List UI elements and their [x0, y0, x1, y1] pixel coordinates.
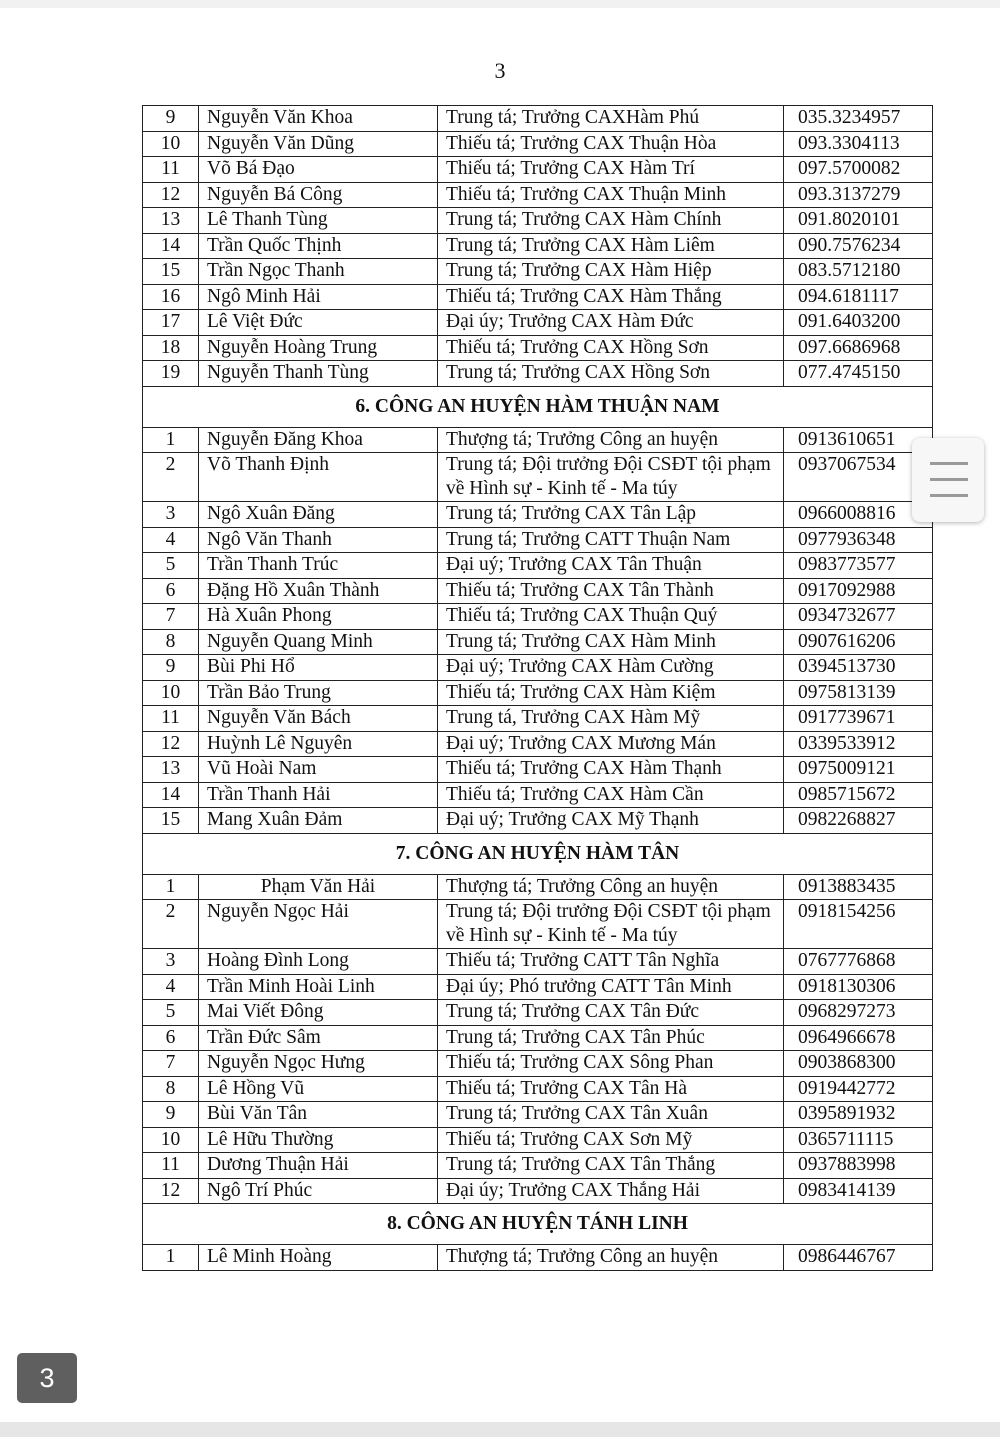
- officer-name-cell: Nguyễn Văn Khoa: [199, 106, 438, 132]
- phone-number-cell: 0903868300: [784, 1051, 933, 1077]
- officer-name-cell: Lê Minh Hoàng: [199, 1245, 438, 1271]
- officer-name-cell: Mang Xuân Đảm: [199, 808, 438, 834]
- phone-number-cell: 0919442772: [784, 1076, 933, 1102]
- table-row: [143, 1051, 933, 1077]
- table-row: [143, 578, 933, 604]
- table-row: [143, 1025, 933, 1051]
- officer-name-cell: Trần Ngọc Thanh: [199, 259, 438, 285]
- table-row: [143, 106, 933, 132]
- phone-number-cell: 0395891932: [784, 1102, 933, 1128]
- row-number-cell: 4: [143, 974, 199, 1000]
- officer-name-cell: Đặng Hồ Xuân Thành: [199, 578, 438, 604]
- officer-name-cell: Vũ Hoài Nam: [199, 757, 438, 783]
- page-number: 3: [494, 58, 506, 83]
- officer-name-cell: Nguyễn Ngọc Hải: [199, 900, 438, 949]
- officer-name-cell: Ngô Trí Phúc: [199, 1178, 438, 1204]
- table-row: [143, 1076, 933, 1102]
- row-number-cell: 17: [143, 310, 199, 336]
- position-cell: Thiếu tá; Trưởng CAX Hàm Trí: [438, 157, 784, 183]
- row-number-cell: 12: [143, 731, 199, 757]
- phone-number-cell: 0983414139: [784, 1178, 933, 1204]
- position-cell: Thiếu tá; Trưởng CAX Hồng Sơn: [438, 335, 784, 361]
- position-cell: Thiếu tá; Trưởng CAX Tân Thành: [438, 578, 784, 604]
- page-indicator-badge[interactable]: 3: [17, 1353, 77, 1403]
- row-number-cell: 12: [143, 1178, 199, 1204]
- phone-number-cell: 0917092988: [784, 578, 933, 604]
- position-cell: Trung tá; Trưởng CAX Tân Thắng: [438, 1153, 784, 1179]
- row-number-cell: 11: [143, 157, 199, 183]
- phone-number-cell: 093.3137279: [784, 182, 933, 208]
- position-cell: Trung tá; Trưởng CAX Hàm Chính: [438, 208, 784, 234]
- officer-name-cell: Lê Hồng Vũ: [199, 1076, 438, 1102]
- row-number-cell: 14: [143, 782, 199, 808]
- officer-name-cell: Võ Thanh Định: [199, 453, 438, 502]
- table-row: [143, 427, 933, 453]
- officer-name-cell: Lê Hữu Thường: [199, 1127, 438, 1153]
- table-row: [143, 284, 933, 310]
- row-number-cell: 3: [143, 949, 199, 975]
- table-row: [143, 233, 933, 259]
- phone-number-cell: 0937067534: [784, 453, 933, 502]
- table-row: [143, 310, 933, 336]
- row-number-cell: 6: [143, 578, 199, 604]
- officer-name-cell: Võ Bá Đạo: [199, 157, 438, 183]
- table-row: [143, 706, 933, 732]
- section-title: 6. CÔNG AN HUYỆN HÀM THUẬN NAM: [143, 386, 933, 427]
- officer-name-cell: Bùi Văn Tân: [199, 1102, 438, 1128]
- phone-number-cell: 0394513730: [784, 655, 933, 681]
- row-number-cell: 9: [143, 106, 199, 132]
- position-cell: Thiếu tá; Trưởng CATT Tân Nghĩa: [438, 949, 784, 975]
- officer-name-cell: Nguyễn Văn Bách: [199, 706, 438, 732]
- table-row: [143, 208, 933, 234]
- row-number-cell: 3: [143, 502, 199, 528]
- table-row: [143, 604, 933, 630]
- officer-name-cell: Ngô Văn Thanh: [199, 527, 438, 553]
- position-cell: Thiếu tá; Trưởng CAX Sông Phan: [438, 1051, 784, 1077]
- phone-number-cell: 090.7576234: [784, 233, 933, 259]
- row-number-cell: 7: [143, 604, 199, 630]
- row-number-cell: 13: [143, 208, 199, 234]
- table-row: [143, 157, 933, 183]
- row-number-cell: 15: [143, 808, 199, 834]
- phone-number-cell: 077.4745150: [784, 361, 933, 387]
- position-cell: Thiếu tá; Trưởng CAX Thuận Hòa: [438, 131, 784, 157]
- position-cell: Trung tá; Trưởng CAX Tân Lập: [438, 502, 784, 528]
- officer-name-cell: Hà Xuân Phong: [199, 604, 438, 630]
- phone-number-cell: 083.5712180: [784, 259, 933, 285]
- position-cell: Đại úy; Trưởng CAX Hàm Đức: [438, 310, 784, 336]
- row-number-cell: 15: [143, 259, 199, 285]
- position-cell: Trung tá; Trưởng CAX Tân Đức: [438, 1000, 784, 1026]
- position-cell: Trung tá; Đội trưởng Đội CSĐT tội phạm về Hình sự - Kinh tế - Ma túy: [438, 453, 784, 502]
- table-row: [143, 874, 933, 900]
- table-row: [143, 1102, 933, 1128]
- officer-name-cell: Nguyễn Văn Dũng: [199, 131, 438, 157]
- phone-number-cell: 0966008816: [784, 502, 933, 528]
- officer-name-cell: Ngô Xuân Đăng: [199, 502, 438, 528]
- table-row: [143, 1178, 933, 1204]
- phone-number-cell: 0918154256: [784, 900, 933, 949]
- table-row: [143, 182, 933, 208]
- phone-number-cell: 0983773577: [784, 553, 933, 579]
- position-cell: Thiếu tá; Trưởng CAX Hàm Kiệm: [438, 680, 784, 706]
- phone-number-cell: 0968297273: [784, 1000, 933, 1026]
- officer-name-cell: Nguyễn Hoàng Trung: [199, 335, 438, 361]
- officer-name-cell: Nguyễn Đăng Khoa: [199, 427, 438, 453]
- row-number-cell: 1: [143, 1245, 199, 1271]
- phone-number-cell: 093.3304113: [784, 131, 933, 157]
- row-number-cell: 10: [143, 131, 199, 157]
- officer-name-cell: Mai Viết Đông: [199, 1000, 438, 1026]
- phone-number-cell: 0985715672: [784, 782, 933, 808]
- phone-number-cell: 0934732677: [784, 604, 933, 630]
- position-cell: Trung tá; Trưởng CAX Tân Xuân: [438, 1102, 784, 1128]
- position-cell: Đại uý; Trưởng CAX Hàm Cường: [438, 655, 784, 681]
- phone-number-cell: 0918130306: [784, 974, 933, 1000]
- floating-menu-button[interactable]: [912, 438, 984, 522]
- phone-number-cell: 0907616206: [784, 629, 933, 655]
- position-cell: Trung tá; Trưởng CAX Hàm Minh: [438, 629, 784, 655]
- position-cell: Trung tá; Trưởng CAX Hàm Hiệp: [438, 259, 784, 285]
- table-row: [143, 974, 933, 1000]
- table-row: [143, 131, 933, 157]
- table-row: [143, 1245, 933, 1271]
- table-row: [143, 655, 933, 681]
- row-number-cell: 1: [143, 874, 199, 900]
- phone-number-cell: 035.3234957: [784, 106, 933, 132]
- phone-number-cell: 091.6403200: [784, 310, 933, 336]
- phone-number-cell: 0913883435: [784, 874, 933, 900]
- position-cell: Đại uý; Trưởng CAX Mương Mán: [438, 731, 784, 757]
- table-row: [143, 680, 933, 706]
- position-cell: Trung tá; Trưởng CAXHàm Phú: [438, 106, 784, 132]
- table-row: [143, 757, 933, 783]
- position-cell: Đại uý; Trưởng CAX Tân Thuận: [438, 553, 784, 579]
- row-number-cell: 11: [143, 706, 199, 732]
- document-page: [0, 8, 1000, 1422]
- row-number-cell: 19: [143, 361, 199, 387]
- table-row: [143, 900, 933, 949]
- position-cell: Thiếu tá; Trưởng CAX Hàm Thạnh: [438, 757, 784, 783]
- officer-name-cell: Trần Bảo Trung: [199, 680, 438, 706]
- phone-number-cell: 0964966678: [784, 1025, 933, 1051]
- menu-bar-icon: [930, 494, 968, 497]
- phone-number-cell: 0982268827: [784, 808, 933, 834]
- position-cell: Thiếu tá; Trưởng CAX Tân Hà: [438, 1076, 784, 1102]
- officer-name-cell: Trần Thanh Trúc: [199, 553, 438, 579]
- phone-number-cell: 0339533912: [784, 731, 933, 757]
- row-number-cell: 8: [143, 629, 199, 655]
- table-row: [143, 453, 933, 502]
- officer-name-cell: Huỳnh Lê Nguyên: [199, 731, 438, 757]
- officer-name-cell: Lê Việt Đức: [199, 310, 438, 336]
- row-number-cell: 2: [143, 453, 199, 502]
- officer-name-cell: Ngô Minh Hải: [199, 284, 438, 310]
- position-cell: Thiếu tá; Trưởng CAX Thuận Quý: [438, 604, 784, 630]
- phone-number-cell: 0917739671: [784, 706, 933, 732]
- phone-number-cell: 0986446767: [784, 1245, 933, 1271]
- row-number-cell: 12: [143, 182, 199, 208]
- officer-name-cell: Trần Đức Sâm: [199, 1025, 438, 1051]
- phone-number-cell: 0767776868: [784, 949, 933, 975]
- officer-name-cell: Phạm Văn Hải: [199, 874, 438, 900]
- officer-name-cell: Trần Quốc Thịnh: [199, 233, 438, 259]
- table-row: [143, 808, 933, 834]
- table-row: [143, 259, 933, 285]
- row-number-cell: 1: [143, 427, 199, 453]
- officer-name-cell: Nguyễn Bá Công: [199, 182, 438, 208]
- row-number-cell: 18: [143, 335, 199, 361]
- position-cell: Thượng tá; Trưởng Công an huyện: [438, 1245, 784, 1271]
- phone-number-cell: 0365711115: [784, 1127, 933, 1153]
- table-row: [143, 502, 933, 528]
- table-row: [143, 731, 933, 757]
- table-row: [143, 1153, 933, 1179]
- phone-number-cell: 097.5700082: [784, 157, 933, 183]
- officer-name-cell: Hoàng Đình Long: [199, 949, 438, 975]
- table-row: [143, 335, 933, 361]
- table-row: [143, 782, 933, 808]
- position-cell: Trung tá; Trưởng CAX Tân Phúc: [438, 1025, 784, 1051]
- row-number-cell: 2: [143, 900, 199, 949]
- table-row: [143, 629, 933, 655]
- phone-number-cell: 097.6686968: [784, 335, 933, 361]
- row-number-cell: 9: [143, 655, 199, 681]
- officer-name-cell: Nguyễn Thanh Tùng: [199, 361, 438, 387]
- section-title: 8. CÔNG AN HUYỆN TÁNH LINH: [143, 1204, 933, 1245]
- position-cell: Đại úy; Trưởng CAX Thắng Hải: [438, 1178, 784, 1204]
- position-cell: Thiếu tá; Trưởng CAX Hàm Thắng: [438, 284, 784, 310]
- row-number-cell: 13: [143, 757, 199, 783]
- row-number-cell: 14: [143, 233, 199, 259]
- phone-number-cell: 0937883998: [784, 1153, 933, 1179]
- row-number-cell: 6: [143, 1025, 199, 1051]
- position-cell: Trung tá, Trưởng CAX Hàm Mỹ: [438, 706, 784, 732]
- row-number-cell: 5: [143, 553, 199, 579]
- roster-body: [143, 106, 933, 1271]
- officer-name-cell: Dương Thuận Hải: [199, 1153, 438, 1179]
- officer-roster-table: [142, 105, 933, 1271]
- officer-name-cell: Trần Thanh Hải: [199, 782, 438, 808]
- row-number-cell: 4: [143, 527, 199, 553]
- position-cell: Thượng tá; Trưởng Công an huyện: [438, 427, 784, 453]
- officer-name-cell: Nguyễn Ngọc Hưng: [199, 1051, 438, 1077]
- phone-number-cell: 0977936348: [784, 527, 933, 553]
- table-row: [143, 361, 933, 387]
- section-title: 7. CÔNG AN HUYỆN HÀM TÂN: [143, 833, 933, 874]
- menu-bar-icon: [930, 462, 968, 465]
- position-cell: Thượng tá; Trưởng Công an huyện: [438, 874, 784, 900]
- phone-number-cell: 091.8020101: [784, 208, 933, 234]
- phone-number-cell: 0975009121: [784, 757, 933, 783]
- row-number-cell: 10: [143, 1127, 199, 1153]
- position-cell: Đại uý; Trưởng CAX Mỹ Thạnh: [438, 808, 784, 834]
- bottom-bar: [0, 1422, 1000, 1437]
- position-cell: Thiếu tá; Trưởng CAX Thuận Minh: [438, 182, 784, 208]
- position-cell: Trung tá; Đội trưởng Đội CSĐT tội phạm về Hình sự - Kinh tế - Ma túy: [438, 900, 784, 949]
- phone-number-cell: 0975813139: [784, 680, 933, 706]
- officer-name-cell: Trần Minh Hoài Linh: [199, 974, 438, 1000]
- phone-number-cell: 094.6181117: [784, 284, 933, 310]
- officer-name-cell: Nguyễn Quang Minh: [199, 629, 438, 655]
- table-row: [143, 553, 933, 579]
- table-row: [143, 1127, 933, 1153]
- row-number-cell: 5: [143, 1000, 199, 1026]
- position-cell: Trung tá; Trưởng CAX Hồng Sơn: [438, 361, 784, 387]
- position-cell: Đại úy; Phó trưởng CATT Tân Minh: [438, 974, 784, 1000]
- table-row: [143, 1000, 933, 1026]
- menu-bar-icon: [930, 478, 968, 481]
- row-number-cell: 16: [143, 284, 199, 310]
- row-number-cell: 8: [143, 1076, 199, 1102]
- row-number-cell: 11: [143, 1153, 199, 1179]
- row-number-cell: 10: [143, 680, 199, 706]
- section-header-row: [143, 1204, 933, 1245]
- officer-name-cell: Lê Thanh Tùng: [199, 208, 438, 234]
- position-cell: Trung tá; Trưởng CAX Hàm Liêm: [438, 233, 784, 259]
- table-row: [143, 949, 933, 975]
- position-cell: Thiếu tá; Trưởng CAX Sơn Mỹ: [438, 1127, 784, 1153]
- table-row: [143, 527, 933, 553]
- row-number-cell: 7: [143, 1051, 199, 1077]
- section-header-row: [143, 386, 933, 427]
- row-number-cell: 9: [143, 1102, 199, 1128]
- position-cell: Thiếu tá; Trưởng CAX Hàm Cần: [438, 782, 784, 808]
- section-header-row: [143, 833, 933, 874]
- position-cell: Trung tá; Trưởng CATT Thuận Nam: [438, 527, 784, 553]
- officer-name-cell: Bùi Phi Hổ: [199, 655, 438, 681]
- phone-number-cell: 0913610651: [784, 427, 933, 453]
